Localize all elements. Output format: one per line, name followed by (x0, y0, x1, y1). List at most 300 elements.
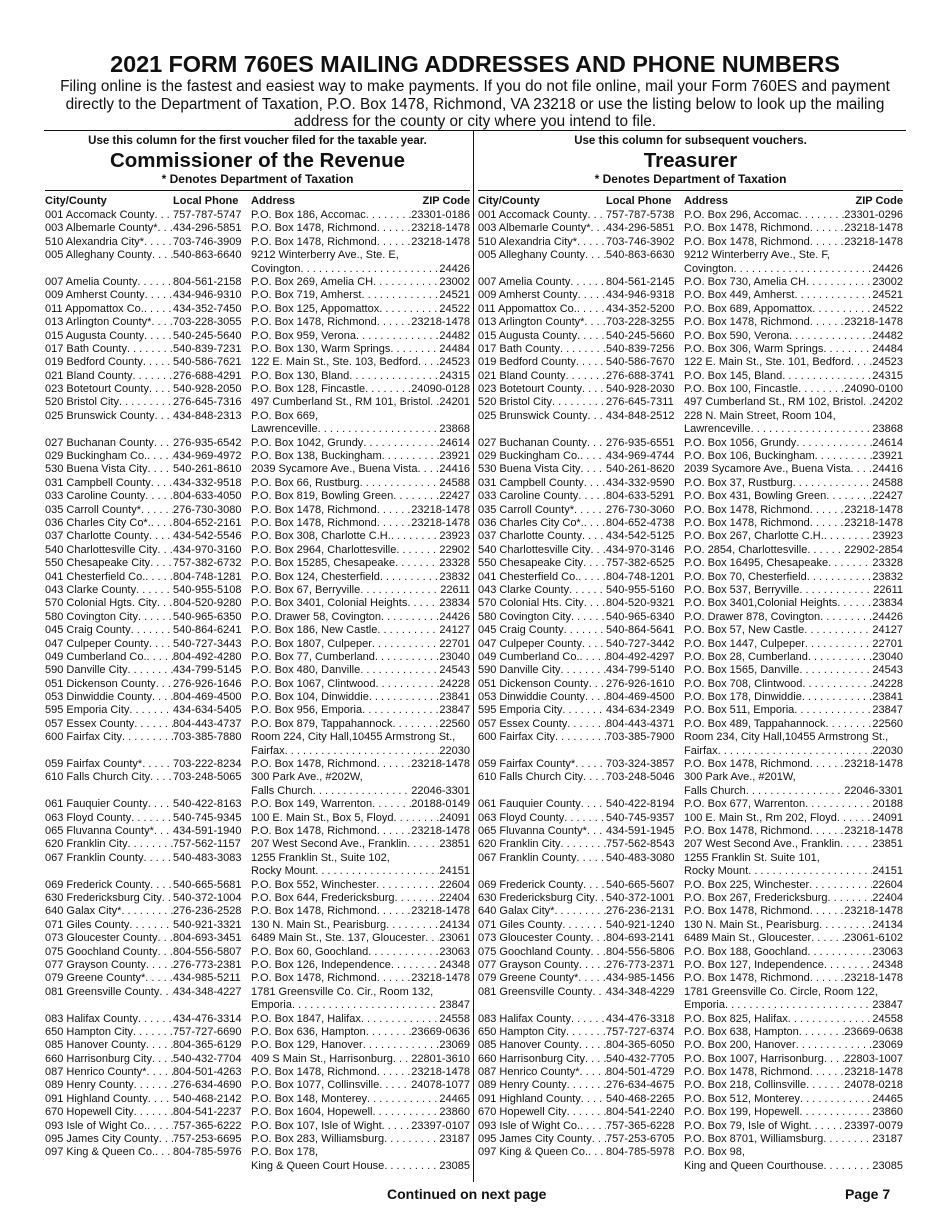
phone-cell: 434-352-5200 (606, 302, 675, 315)
address-text (251, 1079, 411, 1092)
city-name: 001 Accomack County (45, 209, 155, 221)
dot-leader (145, 490, 173, 503)
zip-cell: 23002 (439, 275, 470, 288)
address-text (684, 999, 872, 1012)
address-value: P.O. Box 2964, Charlottesville (251, 543, 397, 556)
address-line (684, 209, 903, 222)
address-line (684, 1106, 903, 1119)
phone-cell: 757-562-8543 (606, 838, 675, 851)
city-cell (45, 1079, 173, 1092)
city-cell (45, 504, 173, 517)
table-row (45, 490, 470, 503)
table-row (45, 1146, 470, 1173)
city-name: 660 Harrisonburg City (478, 1052, 585, 1065)
address-cell (684, 517, 903, 530)
address-cell (251, 825, 470, 838)
city-cell (478, 1039, 606, 1052)
zip-cell: 23187 (872, 1133, 903, 1146)
address-line (251, 209, 470, 222)
dot-leader (377, 758, 412, 771)
address-text (684, 1079, 844, 1092)
address-line (684, 222, 903, 235)
address-cell (684, 597, 903, 610)
address-cell (251, 638, 470, 651)
column-heading: Commissioner of the Revenue (109, 149, 406, 172)
dot-leader (562, 919, 606, 932)
address-text (251, 330, 439, 343)
address-line (684, 1160, 903, 1173)
address-cell (684, 691, 903, 704)
address-cell (251, 1146, 470, 1173)
address-text (684, 303, 872, 316)
address-cell (684, 396, 903, 409)
table-row (45, 249, 470, 276)
zip-cell: 24228 (872, 677, 903, 690)
address-cell (684, 249, 903, 276)
address-text (251, 584, 440, 597)
phone-cell: 540-863-6630 (606, 249, 675, 262)
address-value: P.O. Box 1478, Richmond (251, 1066, 377, 1079)
address-line (684, 986, 903, 999)
zip-cell: 24484 (439, 342, 470, 355)
zip-cell: 23218-1478 (844, 972, 903, 985)
address-line (251, 437, 470, 450)
city-cell (45, 383, 173, 396)
table-row (45, 1013, 470, 1026)
dot-leader (591, 222, 606, 235)
dot-leader (381, 611, 439, 624)
dot-leader (147, 651, 173, 664)
address-cell (684, 1120, 903, 1133)
phone-cell: 757-365-6222 (173, 1119, 242, 1132)
city-name: 045 Craig County (45, 624, 131, 637)
city-name: 600 Fairfax City (478, 731, 556, 744)
address-cell (684, 1053, 903, 1066)
address-cell (251, 919, 470, 932)
address-cell (684, 758, 903, 771)
city-cell (45, 691, 173, 704)
table-row (478, 316, 903, 329)
zip-cell: 24521 (872, 289, 903, 302)
table-row (478, 450, 903, 463)
city-name: 049 Cumberland Co. (45, 650, 147, 663)
address-text (251, 517, 411, 530)
dot-leader (587, 209, 606, 222)
address-line (684, 276, 903, 289)
phone-cell: 540-483-3080 (606, 851, 675, 864)
table-row (478, 530, 903, 543)
address-value: 409 S Main St., Harrisonburg (251, 1052, 393, 1065)
table-row (45, 289, 470, 302)
address-value: P.O. Box 1478, Richmond (251, 222, 377, 235)
zip-cell: 23860 (439, 1106, 470, 1119)
table-row (478, 972, 903, 985)
table-row (45, 1079, 470, 1092)
address-line (684, 651, 903, 664)
city-name: 041 Chesterfield Co. (45, 570, 146, 583)
phone-cell: 276-688-4291 (173, 369, 242, 382)
dot-leader (365, 383, 411, 396)
city-cell (45, 597, 173, 610)
dot-leader (819, 919, 872, 932)
table-row (478, 463, 903, 476)
zip-cell: 22046-3301 (844, 784, 903, 797)
address-line (684, 1093, 903, 1106)
address-line (684, 597, 903, 610)
address-line (251, 905, 470, 918)
address-line (251, 638, 470, 651)
address-text (251, 1160, 439, 1173)
phone-cell: 804-492-4280 (173, 650, 242, 663)
phone-cell: 804-469-4500 (606, 691, 675, 704)
address-value: P.O. Box 283, Williamsburg (251, 1133, 385, 1146)
address-cell (251, 771, 470, 798)
city-name: 059 Fairfax County* (45, 758, 143, 771)
table-row (478, 1093, 903, 1106)
address-line (251, 999, 470, 1012)
address-value: P.O. Box 825, Halifax (684, 1012, 788, 1025)
dot-leader (810, 222, 845, 235)
city-name: 023 Botetourt County (478, 383, 582, 396)
phone-cell: 804-652-4738 (606, 517, 675, 530)
table-row (478, 879, 903, 892)
address-cell (251, 504, 470, 517)
city-name: 590 Danville City (45, 664, 128, 677)
dot-leader (144, 330, 173, 343)
address-value: P.O. Box 708, Clintwood (684, 677, 803, 690)
address-value: P.O. Box 537, Berryville (684, 583, 800, 596)
address-text (684, 611, 872, 624)
dot-leader (583, 771, 606, 798)
address-line (684, 1066, 903, 1079)
dot-leader (138, 1013, 173, 1026)
phone-cell: 757-787-5738 (606, 209, 675, 221)
phone-cell: 434-542-5546 (173, 530, 242, 543)
dot-leader (807, 571, 873, 584)
zip-cell: 23851 (439, 838, 470, 851)
address-text (251, 437, 439, 450)
table-row (478, 370, 903, 383)
address-value: P.O. Box 200, Hanover (684, 1039, 796, 1052)
address-line (684, 678, 903, 691)
address-line (684, 1039, 903, 1052)
address-value: P.O. Box 1067, Clintwood (251, 677, 376, 690)
dot-leader (815, 450, 873, 463)
phone-cell: 540-422-8194 (606, 798, 675, 811)
address-cell (251, 236, 470, 249)
table-row (45, 1106, 470, 1119)
zip-cell: 22701 (439, 637, 470, 650)
phone-cell: 540-863-6640 (173, 249, 242, 262)
address-value: 1781 Greensville Co. Circle, Room 122, (684, 985, 878, 998)
dot-leader (788, 1013, 873, 1026)
zip-cell: 24078-1077 (411, 1079, 470, 1092)
zip-cell: 24201 (439, 396, 470, 409)
phone-cell: 804-443-4737 (173, 717, 242, 730)
table-row (45, 544, 470, 557)
dot-leader (376, 879, 439, 892)
dot-leader (584, 517, 606, 530)
address-cell (251, 410, 470, 437)
dot-leader (810, 504, 845, 517)
address-line (684, 437, 903, 450)
address-line (251, 932, 470, 945)
table-row (478, 1053, 903, 1066)
address-value: P.O. Box 178, (251, 1146, 319, 1159)
address-value: P.O. Box 956, Emporia (251, 704, 363, 717)
city-cell (45, 517, 173, 530)
table-row (45, 1120, 470, 1133)
city-name: 093 Isle of Wight Co. (478, 1119, 581, 1132)
address-line (684, 343, 903, 356)
zip-cell: 24426 (439, 262, 470, 275)
city-name: 610 Falls Church City (45, 771, 151, 784)
address-text (684, 825, 844, 838)
zip-cell: 22803-1007 (844, 1052, 903, 1065)
city-cell (478, 704, 606, 717)
city-cell (45, 664, 173, 677)
address-line (251, 343, 470, 356)
dot-leader (802, 691, 873, 704)
address-text (684, 396, 872, 409)
phone-cell: 434-634-5405 (173, 704, 242, 717)
header-address: Address (684, 195, 729, 207)
zip-cell: 23847 (439, 999, 470, 1012)
dot-leader (391, 959, 440, 972)
dot-leader (840, 838, 872, 851)
address-value: 300 Park Ave., #201W, (684, 771, 796, 784)
zip-cell: 23868 (439, 423, 470, 436)
address-text (684, 704, 872, 717)
phone-cell: 804-556-5807 (173, 945, 242, 958)
zip-cell: 24348 (439, 958, 470, 971)
zip-cell: 23061-6102 (844, 932, 903, 945)
dot-leader (585, 691, 606, 704)
zip-cell: 23218-1478 (411, 1066, 470, 1079)
address-line (251, 557, 470, 570)
city-name: 045 Craig County (478, 624, 564, 637)
address-text (251, 1133, 439, 1146)
phone-cell: 540-928-2030 (606, 383, 675, 396)
city-name: 057 Essex County (45, 717, 135, 730)
zip-cell: 23834 (439, 597, 470, 610)
dot-leader (580, 1066, 606, 1079)
city-name: 550 Chesapeake City (45, 557, 151, 570)
address-cell (251, 731, 470, 758)
city-name: 097 King & Queen Co. (478, 1146, 589, 1159)
phone-cell: 434-591-1945 (606, 825, 675, 838)
phone-cell: 276-634-4690 (173, 1079, 242, 1092)
dot-leader (292, 999, 439, 1012)
dot-leader (151, 477, 173, 490)
address-line (251, 597, 470, 610)
address-text (251, 704, 439, 717)
dot-leader (150, 879, 173, 892)
city-name: 079 Greene County* (45, 972, 146, 985)
address-line (251, 1066, 470, 1079)
dot-leader (809, 879, 872, 892)
zip-cell: 23868 (872, 423, 903, 436)
dot-leader (812, 303, 872, 316)
address-value: P.O. Box 511, Emporia (684, 704, 795, 717)
dot-leader (591, 946, 606, 959)
zip-cell: 23218-1478 (844, 316, 903, 329)
city-cell (478, 571, 606, 584)
dot-leader (796, 1039, 873, 1052)
zip-cell: 23669-0636 (411, 1025, 470, 1038)
dot-leader (585, 1053, 606, 1066)
dot-leader (148, 798, 173, 811)
phone-cell: 540-372-1004 (173, 892, 242, 904)
table-row (45, 222, 470, 235)
city-name: 590 Danville City (478, 664, 561, 677)
address-line (684, 477, 903, 490)
zip-cell: 23218-1478 (411, 517, 470, 530)
phone-cell: 540-422-8163 (173, 798, 242, 811)
address-value: P.O. Box 1478, Richmond (251, 905, 377, 918)
city-name: 027 Buchanan County (45, 436, 154, 449)
address-line (684, 1079, 903, 1092)
zip-cell: 24484 (872, 342, 903, 355)
city-cell (45, 209, 173, 222)
address-value: Fairfax (251, 744, 285, 757)
table-row (478, 490, 903, 503)
address-line (251, 370, 470, 383)
zip-cell: 24151 (439, 865, 470, 878)
dot-leader (809, 1120, 845, 1133)
city-cell (45, 356, 173, 369)
address-value: Falls Church (684, 784, 746, 797)
address-text (684, 691, 872, 704)
table-row (45, 932, 470, 945)
address-value: 1781 Greensville Co. Cir., Room 132, (251, 985, 434, 998)
city-cell (478, 959, 606, 972)
address-value: P.O. Box 730, Amelia CH (684, 275, 807, 288)
city-cell (45, 303, 173, 316)
dot-leader (377, 905, 412, 918)
address-value: 130 N. Main St., Pearisburg (251, 918, 387, 931)
city-cell (45, 932, 173, 945)
address-value: P.O. Box 819, Bowling Green (251, 490, 394, 503)
address-value: P.O. Box 489, Tappahannock (684, 717, 826, 730)
address-line (251, 1079, 470, 1092)
city-cell (478, 504, 606, 517)
table-row (478, 209, 903, 222)
zip-cell: 22604 (439, 878, 470, 891)
city-name: 061 Fauquier County (45, 798, 148, 811)
address-cell (684, 798, 903, 811)
address-text (251, 530, 439, 543)
address-value: King and Queen Courthouse (684, 1159, 824, 1172)
dot-leader (863, 396, 872, 409)
zip-cell: 22604 (872, 878, 903, 891)
dot-leader (377, 316, 412, 329)
zip-cell: 23921 (439, 450, 470, 463)
dot-leader (150, 557, 173, 570)
address-line (251, 1013, 470, 1026)
address-cell (684, 638, 903, 651)
address-line (251, 812, 470, 825)
city-cell (45, 946, 173, 959)
address-line (251, 771, 470, 784)
table-row (478, 383, 903, 396)
city-cell (478, 1133, 606, 1146)
address-line (251, 544, 470, 557)
address-cell (251, 1053, 470, 1066)
treasurer-column (478, 132, 903, 1173)
table-row (478, 1106, 903, 1119)
phone-cell: 804-785-5978 (606, 1146, 675, 1159)
address-line (251, 704, 470, 717)
city-cell (478, 972, 606, 985)
address-line (251, 731, 470, 744)
zip-cell: 23040 (439, 650, 470, 663)
address-value: P.O. Box 1604, Hopewell (251, 1106, 373, 1119)
city-cell (478, 718, 606, 731)
continued-note: Continued on next page (387, 1186, 547, 1202)
zip-cell: 24090-0100 (844, 383, 903, 396)
city-name: 063 Floyd County (45, 811, 132, 824)
address-text (684, 289, 872, 302)
address-line (251, 825, 470, 838)
address-cell (684, 611, 903, 624)
zip-cell: 23218-1478 (844, 222, 903, 235)
phone-cell: 276-730-3080 (173, 503, 242, 516)
address-line (251, 959, 470, 972)
dot-leader (377, 1066, 412, 1079)
address-text (684, 490, 872, 503)
table-row (478, 664, 903, 677)
dot-leader (807, 946, 872, 959)
city-name: 087 Henrico County* (478, 1066, 580, 1079)
phone-cell: 540-665-5681 (173, 878, 242, 891)
address-line (251, 490, 470, 503)
address-value: 122 E. Main St., Ste. 103, Bedford (251, 356, 418, 369)
address-text (684, 330, 872, 343)
dot-leader (425, 932, 439, 945)
city-name: 053 Dinwiddie County (478, 691, 586, 704)
address-line (251, 611, 470, 624)
address-value: P.O. Box 308, Charlotte C.H. (251, 530, 391, 543)
dot-leader (583, 557, 606, 570)
address-cell (251, 664, 470, 677)
dot-leader (799, 664, 872, 677)
phone-cell: 540-432-7704 (173, 1052, 242, 1065)
address-value: Covington (251, 262, 301, 275)
dot-leader (824, 1053, 844, 1066)
phone-cell: 434-848-2313 (173, 409, 242, 422)
address-text (684, 664, 872, 677)
city-cell (45, 1066, 173, 1079)
zip-cell: 22046-3301 (411, 784, 470, 797)
address-line (684, 1133, 903, 1146)
phone-cell: 434-352-7450 (173, 302, 242, 315)
dot-leader (152, 1053, 173, 1066)
phone-cell: 434-969-4972 (173, 450, 242, 463)
city-name: 097 King & Queen Co. (45, 1146, 156, 1159)
zip-cell: 23218-1478 (411, 503, 470, 516)
table-row (478, 718, 903, 731)
address-line (684, 919, 903, 932)
address-value: 6489 Main St., Ste. 137, Gloucester (251, 932, 426, 945)
phone-cell: 540-483-3083 (173, 851, 242, 864)
city-name: 011 Appomattox Co. (478, 302, 577, 315)
header-zip: ZIP Code (422, 195, 470, 207)
city-cell (478, 946, 606, 959)
zip-cell: 24588 (439, 476, 470, 489)
phone-cell: 703-746-3909 (173, 235, 242, 248)
dot-leader (810, 905, 845, 918)
